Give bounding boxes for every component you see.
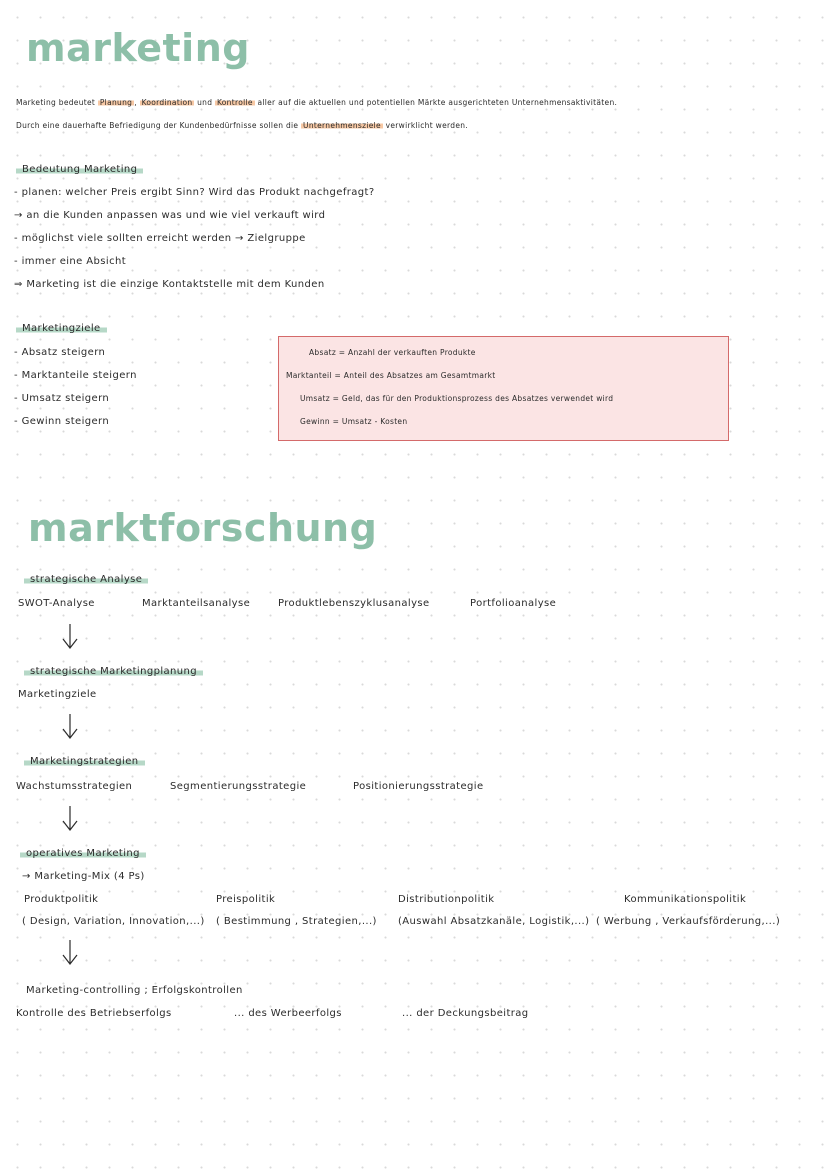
controlling-item: ... der Deckungsbeitrag (402, 1008, 529, 1019)
strategie-item: Positionierungsstrategie (353, 781, 484, 792)
highlight-planung: Planung (99, 98, 133, 107)
politik-detail: ( Design, Variation, Innovation,...) (22, 916, 205, 927)
ziel-item: - Marktanteile steigern (14, 370, 137, 381)
highlight-unternehmensziele: Unternehmensziele (303, 121, 381, 130)
analyse-item: Portfolioanalyse (470, 598, 557, 609)
ziel-item: - Gewinn steigern (14, 416, 110, 427)
planung-item: Marketingziele (18, 689, 97, 700)
arrow-down-icon (60, 938, 80, 966)
intro-text: aller auf die aktuellen und potentiellen Märkte ausgerichteten Unternehmensaktivitäten. (257, 98, 618, 107)
definition-marktanteil: Marktanteil = Anteil des Absatzes am Gesamtmarkt (286, 371, 496, 380)
analyse-item: Produktlebenszyklusanalyse (278, 598, 430, 609)
politik-name: Distributionpolitik (398, 894, 495, 905)
heading-operatives-marketing: operatives Marketing (20, 848, 146, 859)
intro-line-1 (16, 98, 617, 107)
ziel-item: - Absatz steigern (14, 347, 106, 358)
definition-umsatz: Umsatz = Geld, das für den Produktionsprozess des Absatzes verwendet wird (300, 394, 614, 403)
highlight-koordination: Koordination (141, 98, 193, 107)
controlling-heading: Marketing-controlling ; Erfolgskontrollen (26, 985, 243, 996)
intro-text: verwirklicht werden. (385, 121, 468, 130)
heading-marketingplanung: strategische Marketingplanung (24, 666, 203, 677)
politik-detail: (Auswahl Absatzkanäle, Logistik,...) (398, 916, 590, 927)
page-title-marketing: marketing (26, 26, 250, 70)
arrow-down-icon (60, 622, 80, 650)
marketing-mix: → Marketing-Mix (4 Ps) (22, 871, 145, 882)
politik-name: Produktpolitik (24, 894, 99, 905)
heading-strategische-analyse: strategische Analyse (24, 574, 148, 585)
bedeutung-line: - möglichst viele sollten erreicht werden → Zielgruppe (14, 233, 306, 244)
arrow-down-icon (60, 712, 80, 740)
politik-detail: ( Werbung , Verkaufsförderung,...) (596, 916, 781, 927)
bedeutung-line: → an die Kunden anpassen was und wie viel verkauft wird (14, 210, 326, 221)
page-title-marktforschung: marktforschung (28, 506, 378, 550)
analyse-item: SWOT-Analyse (18, 598, 95, 609)
politik-detail: ( Bestimmung , Strategien,...) (216, 916, 377, 927)
heading-bedeutung: Bedeutung Marketing (16, 164, 143, 175)
politik-name: Preispolitik (216, 894, 276, 905)
intro-text: Durch eine dauerhafte Befriedigung der Kundenbedürfnisse sollen die (16, 121, 299, 130)
arrow-down-icon (60, 804, 80, 832)
bedeutung-line: - planen: welcher Preis ergibt Sinn? Wird das Produkt nachgefragt? (14, 187, 375, 198)
controlling-item: ... des Werbeerfolgs (234, 1008, 342, 1019)
highlight-kontrolle: Kontrolle (216, 98, 253, 107)
definition-gewinn: Gewinn = Umsatz - Kosten (300, 417, 408, 426)
bedeutung-line: - immer eine Absicht (14, 256, 127, 267)
intro-line-2 (16, 121, 468, 130)
strategie-item: Wachstumsstrategien (16, 781, 133, 792)
heading-marketingziele: Marketingziele (16, 323, 107, 334)
strategie-item: Segmentierungsstrategie (170, 781, 307, 792)
politik-name: Kommunikationspolitik (624, 894, 747, 905)
ziel-item: - Umsatz steigern (14, 393, 110, 404)
heading-marketingstrategien: Marketingstrategien (24, 756, 145, 767)
controlling-item: Kontrolle des Betriebserfolgs (16, 1008, 172, 1019)
intro-text: und (197, 98, 213, 107)
analyse-item: Marktanteilsanalyse (142, 598, 251, 609)
intro-text: Marketing bedeutet (16, 98, 96, 107)
intro-comma: , (134, 98, 137, 107)
bedeutung-line: ⇒ Marketing ist die einzige Kontaktstelle mit dem Kunden (14, 279, 325, 290)
definition-absatz: Absatz = Anzahl der verkauften Produkte (309, 348, 476, 357)
